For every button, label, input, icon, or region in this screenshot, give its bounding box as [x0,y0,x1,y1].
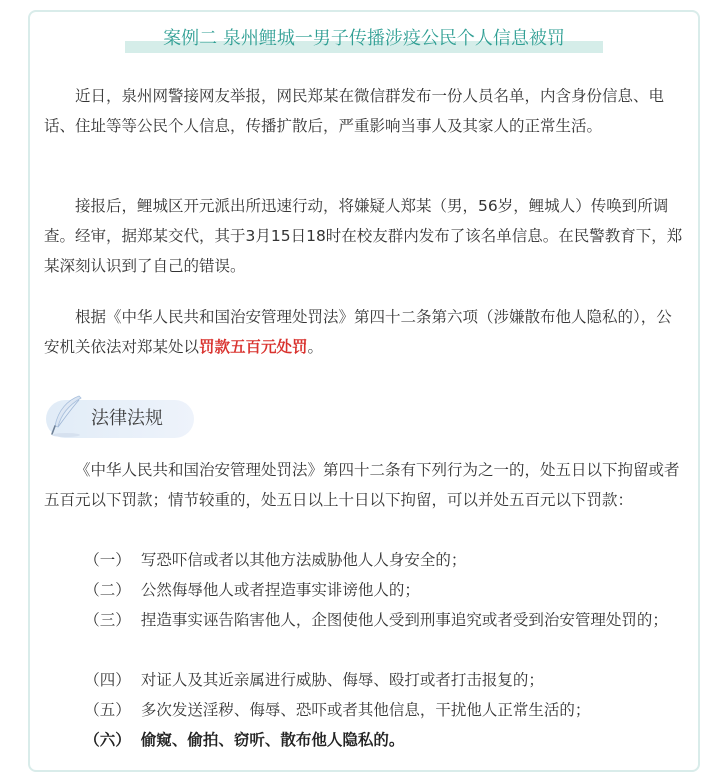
penalty-end: 。 [307,338,324,356]
law-item [44,665,680,695]
penalty-highlight: 罚款五百元处罚 [199,338,308,356]
law-item-number: （六） [84,731,131,749]
law-item-number: （三） [84,611,131,629]
law-item-text: 多次发送淫秽、侮辱、恐吓或者其他信息，干扰他人正常生活的； [140,701,591,719]
case-title-block [125,27,603,52]
law-item-number: （五） [84,701,131,719]
section-tag-laws [46,400,194,438]
law-item-text: 公然侮辱他人或者捏造事实诽谤他人的； [140,581,420,599]
law-item-privacy [44,725,680,755]
law-item-number: （四） [84,671,131,689]
law-intro: 《中华人民共和国治安管理处罚法》第四十二条有下列行为之一的，处五日以下拘留或者五百元以下罚款；情节较重的，处五日以上十日以下拘留，可以并处五百元以下罚款： [44,461,680,509]
paragraph-penalty [44,302,686,362]
law-item-text: 对证人及其近亲属进行威胁、侮辱、殴打或者打击报复的； [140,671,544,689]
section-label: 法律法规 [91,408,163,429]
case-title: 案例二 泉州鲤城一男子传播涉疫公民个人信息被罚 [163,28,565,49]
quill-pen-icon [46,394,86,438]
law-item-number: （二） [84,581,131,599]
law-item-number: （一） [84,551,131,569]
law-item [44,575,680,605]
law-item [44,545,680,575]
law-item-text: 写恐吓信或者以其他方法威胁他人人身安全的； [140,551,467,569]
paragraph-investigation: 接报后，鲤城区开元派出所迅速行动，将嫌疑人郑某（男，56岁，鲤城人）传唤到所调查。经审，据郑某交代，其于3月15日18时在校友群内发布了该名单信息。在民警教育下，郑某深刻认识到了自己的错误。 [44,197,683,275]
penalty-text: 根据《中华人民共和国治安管理处罚法》第四十二条第六项（涉嫌散布他人隐私的），公安机关依法对郑某处以 [44,308,672,356]
law-item-text: 捏造事实诬告陷害他人，企图使他人受到刑事追究或者受到治安管理处罚的； [140,611,668,629]
law-item [44,605,680,635]
paragraph-report: 近日，泉州网警接网友举报，网民郑某在微信群发布一份人员名单，内含身份信息、电话、住址等等公民个人信息，传播扩散后，严重影响当事人及其家人的正常生活。 [44,87,665,135]
law-item [44,695,680,725]
law-item-text: 偷窥、偷拍、窃听、散布他人隐私的。 [140,731,405,749]
